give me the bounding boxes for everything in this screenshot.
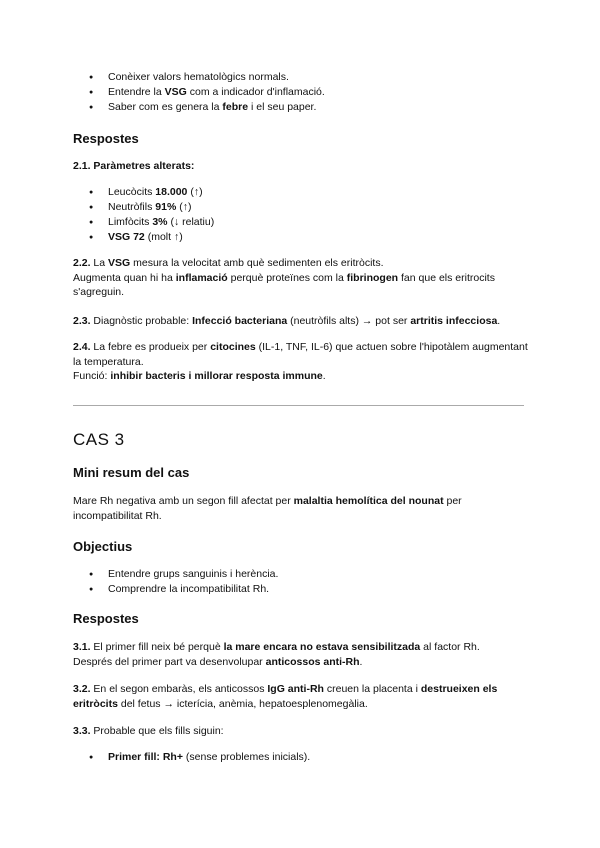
question-2-1: 2.1. Paràmetres alterats: <box>73 160 195 172</box>
list-item: ● Neutròfils 91% (↑) <box>73 200 533 215</box>
section-heading-respostes-cas3: Respostes <box>73 611 139 626</box>
section-heading-resum: Mini resum del cas <box>73 465 190 480</box>
answer-3-2: 3.2. En el segon embaràs, els anticossos IgG anti-Rh creuen la placenta i destrueixen els eritròcits del fetus → icterícia, anèmia, hepatoesplenomegàlia. <box>73 683 498 710</box>
section-heading-respostes: Respostes <box>73 131 139 146</box>
altered-parameters-list <box>73 185 533 245</box>
answer-2-4: 2.4. La febre es produeix per citocines (IL-1, TNF, IL-6) que actuen sobre l'hipotàlem augmentant la temperatura. Funció: inhibir bacteris i millorar resposta immune. <box>73 341 528 382</box>
answer-2-2: 2.2. La VSG mesura la velocitat amb què sedimenten els eritròcits. Augmenta quan hi ha inflamació perquè proteïnes com la fibrinogen fan que els eritrocits s'agreguin. <box>73 257 495 298</box>
list-item: ● VSG 72 (molt ↑) <box>73 230 533 245</box>
answer-3-1: 3.1. El primer fill neix bé perquè la mare encara no estava sensibilitzada al factor Rh. Després del primer part va desenvolupar anticossos anti-Rh. <box>73 641 480 668</box>
list-item: ● Comprendre la incompatibilitat Rh. <box>73 582 533 597</box>
list-item: ● Leucòcits 18.000 (↑) <box>73 185 533 200</box>
section-heading-objectius: Objectius <box>73 539 133 554</box>
case-summary: Mare Rh negativa amb un segon fill afectat per malaltia hemolítica del nounat per incompatibilitat Rh. <box>73 495 462 522</box>
section-divider <box>73 405 524 406</box>
answer-2-3: 2.3. Diagnòstic probable: Infecció bacteriana (neutròfils alts) → pot ser artritis infecciosa. <box>73 315 501 327</box>
list-item: ● Conèixer valors hematològics normals. <box>73 70 533 85</box>
children-list <box>73 750 533 765</box>
list-item: ● Entendre grups sanguinis i herència. <box>73 567 533 582</box>
list-item: ● Entendre la VSG com a indicador d'inflamació. <box>73 85 533 100</box>
answer-3-3: 3.3. Probable que els fills siguin: <box>73 725 224 737</box>
list-item: ● Primer fill: Rh+ (sense problemes inicials). <box>73 750 533 765</box>
intro-objectives-list <box>73 70 533 115</box>
list-item: ● Saber com es genera la febre i el seu paper. <box>73 100 533 115</box>
list-item: ● Limfòcits 3% (↓ relatiu) <box>73 215 533 230</box>
objectives-list <box>73 567 533 597</box>
case-title: CAS 3 <box>73 430 125 449</box>
